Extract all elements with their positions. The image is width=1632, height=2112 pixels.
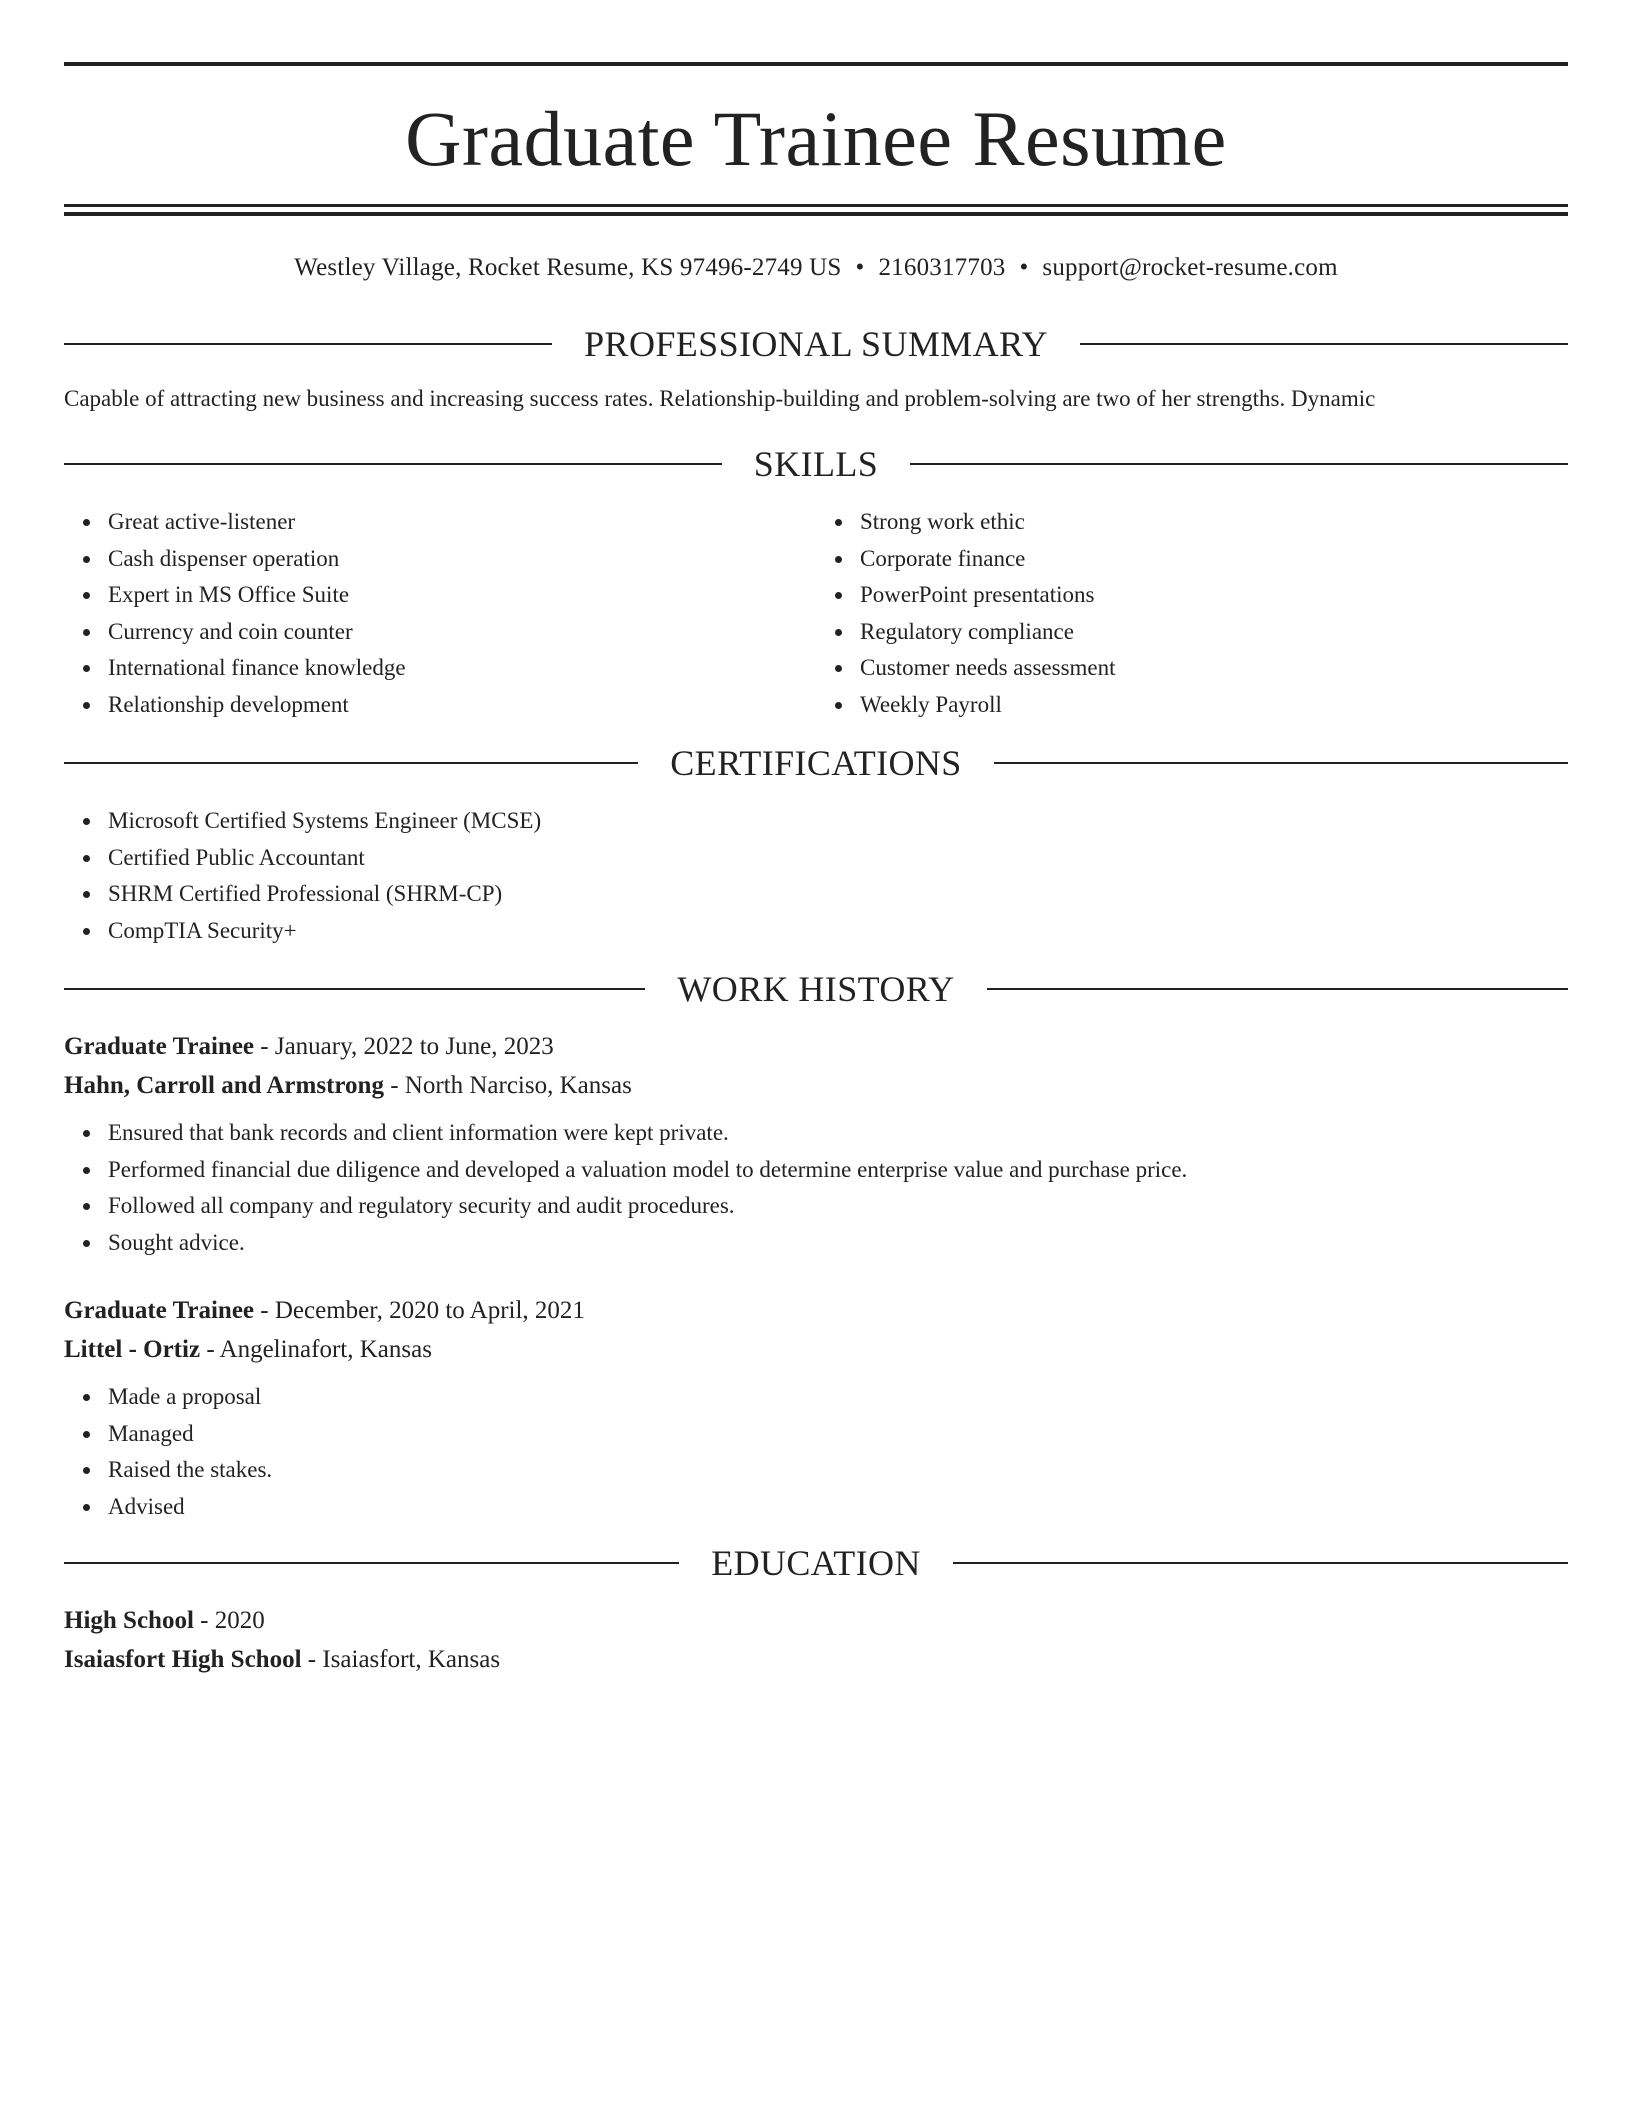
section-title-summary: PROFESSIONAL SUMMARY (584, 324, 1048, 364)
resume-page (64, 62, 1568, 1679)
certification-item: SHRM Certified Professional (SHRM-CP) (108, 876, 1568, 913)
contact-separator: • (855, 254, 865, 281)
skill-item: Relationship development (108, 687, 816, 724)
education-year: 2020 (214, 1607, 265, 1634)
education-degree: High School (64, 1607, 194, 1634)
divider-line (987, 988, 1568, 990)
job-bullet: Raised the stakes. (108, 1452, 1568, 1489)
divider-line (994, 762, 1568, 764)
dash: - (301, 1646, 323, 1673)
certification-item: Certified Public Accountant (108, 840, 1568, 877)
skill-item: Expert in MS Office Suite (108, 577, 816, 614)
job-company: Littel - Ortiz (64, 1336, 201, 1363)
divider-line (64, 463, 722, 465)
skill-item: Currency and coin counter (108, 614, 816, 651)
dash: - (200, 1336, 220, 1363)
job-role: Graduate Trainee (64, 1033, 255, 1060)
contact-line (64, 254, 1568, 284)
skill-item: PowerPoint presentations (860, 577, 1568, 614)
job-bullet: Advised (108, 1489, 1568, 1526)
section-header-skills (64, 444, 1568, 484)
job-company-line (64, 1066, 1568, 1105)
job-bullet: Followed all company and regulatory security and audit procedures. (108, 1188, 1568, 1225)
skill-item: Great active-listener (108, 504, 816, 541)
divider-line (64, 762, 638, 764)
certifications-list (64, 803, 1568, 949)
divider-line (953, 1562, 1568, 1564)
skills-columns (64, 504, 1568, 723)
job-entry (64, 1027, 1568, 1261)
job-bullet: Managed (108, 1416, 1568, 1453)
resume-title: Graduate Trainee Resume (405, 95, 1227, 182)
job-location: Angelinafort, Kansas (219, 1336, 432, 1363)
job-dates: December, 2020 to April, 2021 (274, 1297, 585, 1324)
job-location: North Narciso, Kansas (404, 1072, 632, 1099)
section-title-certifications: CERTIFICATIONS (670, 743, 962, 783)
dash: - (254, 1297, 275, 1324)
skills-list-left (64, 504, 816, 723)
top-rule (64, 62, 1568, 66)
job-bullet: Performed financial due diligence and developed a valuation model to determine enterprise value and purchase price. (108, 1152, 1568, 1189)
job-entry (64, 1291, 1568, 1525)
job-bullet: Ensured that bank records and client information were kept private. (108, 1115, 1568, 1152)
education-school: Isaiasfort High School (64, 1646, 302, 1673)
education-school-line (64, 1640, 1568, 1679)
job-bullet-list (64, 1115, 1568, 1261)
divider-line (64, 988, 645, 990)
section-title-education: EDUCATION (711, 1543, 921, 1583)
contact-separator: • (1019, 254, 1029, 281)
job-bullet: Sought advice. (108, 1225, 1568, 1262)
certification-item: CompTIA Security+ (108, 913, 1568, 950)
skill-item: Customer needs assessment (860, 650, 1568, 687)
section-header-education (64, 1543, 1568, 1583)
summary-text: Capable of attracting new business and increasing success rates. Relationship-building and problem-solving are two of her strengths. Dynamic (64, 386, 1376, 411)
job-company-line (64, 1330, 1568, 1369)
section-title-work-history: WORK HISTORY (677, 969, 955, 1009)
skill-item: Cash dispenser operation (108, 541, 816, 578)
skill-item: Regulatory compliance (860, 614, 1568, 651)
divider-line (910, 463, 1568, 465)
contact-phone: 2160317703 (878, 254, 1006, 281)
dash: - (254, 1033, 275, 1060)
education-location: Isaiasfort, Kansas (322, 1646, 501, 1673)
skill-item: Strong work ethic (860, 504, 1568, 541)
skill-item: Weekly Payroll (860, 687, 1568, 724)
job-bullet-list (64, 1379, 1568, 1525)
education-degree-line (64, 1601, 1568, 1640)
dash: - (383, 1072, 405, 1099)
section-title-skills: SKILLS (753, 444, 879, 484)
job-company: Hahn, Carroll and Armstrong (64, 1072, 384, 1099)
skill-item: International finance knowledge (108, 650, 816, 687)
job-role-line (64, 1291, 1568, 1330)
job-dates: January, 2022 to June, 2023 (274, 1033, 554, 1060)
job-bullet: Made a proposal (108, 1379, 1568, 1416)
divider-line (1080, 343, 1568, 345)
certification-item: Microsoft Certified Systems Engineer (MCSE) (108, 803, 1568, 840)
education-entry (64, 1601, 1568, 1679)
section-header-summary (64, 324, 1568, 364)
job-role: Graduate Trainee (64, 1297, 255, 1324)
section-header-work-history (64, 969, 1568, 1009)
contact-address: Westley Village, Rocket Resume, KS 97496-2749 US (294, 254, 842, 281)
divider-line (64, 343, 552, 345)
skills-list-right (816, 504, 1568, 723)
dash: - (193, 1607, 215, 1634)
section-header-certifications (64, 743, 1568, 783)
contact-email: support@rocket-resume.com (1042, 254, 1338, 281)
job-role-line (64, 1027, 1568, 1066)
skill-item: Corporate finance (860, 541, 1568, 578)
title-double-rule (64, 204, 1568, 216)
divider-line (64, 1562, 679, 1564)
